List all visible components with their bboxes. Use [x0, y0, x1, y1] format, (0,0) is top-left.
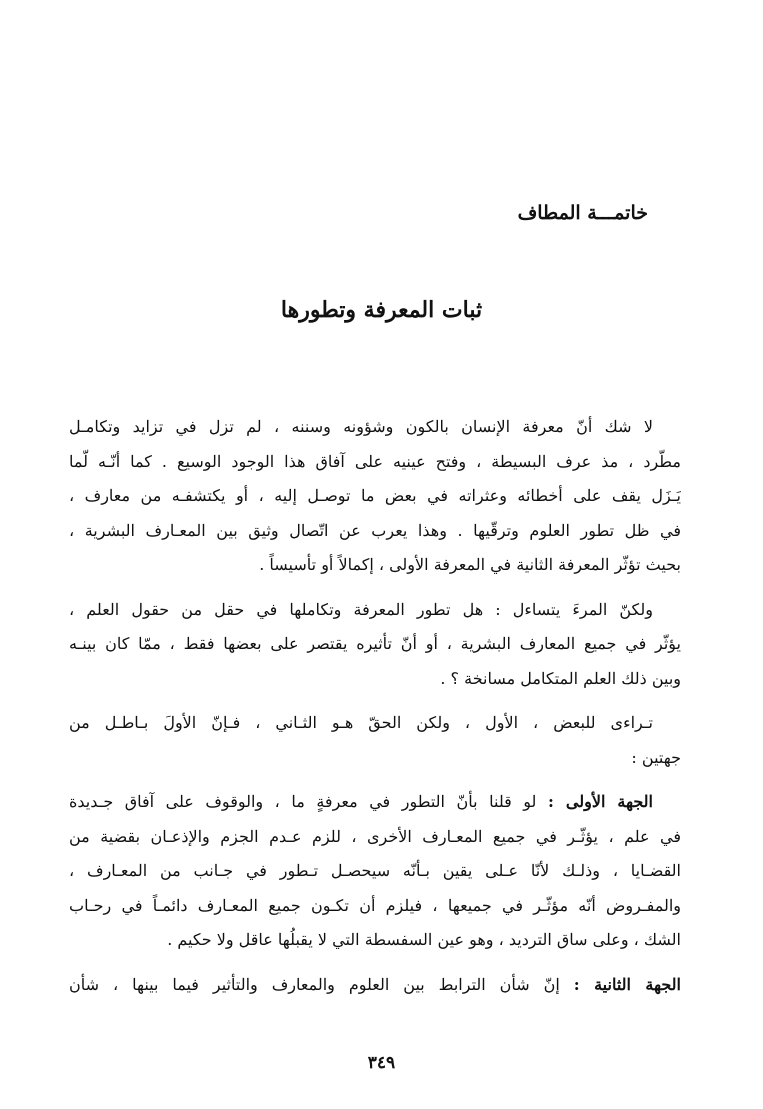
text-line: يَـزَل يقف على أخطائه وعثراته في بعض ما توصـل إليه ، أو يكتشفـه من معارف ، — [69, 486, 681, 505]
text-line: والمفـروض أنّه مؤثّـر في جميعها ، فيلزم أن تكـون جميع المعـارف دائمـاً في رحـاب — [69, 895, 681, 915]
paragraph-3 — [69, 706, 681, 775]
text-line — [69, 785, 681, 820]
page-number: ٣٤٩ — [367, 1053, 396, 1073]
text-line: في ظل تطور العلوم وترقّيها . وهذا يعرب عن اتّصال وثيق بين المعـارف البشرية ، — [69, 520, 681, 540]
body-text — [69, 410, 681, 1012]
text-line: مطّرد ، مذ عرف البسيطة ، وفتح عينيه على آفاق هذا الوجود الوسيع . كما أنّـه لّما — [69, 451, 681, 471]
paragraph-lead: الجهة الأولى : — [547, 792, 654, 811]
paragraph-4 — [69, 785, 681, 958]
text-line — [69, 968, 681, 1003]
paragraph-2 — [69, 593, 681, 697]
running-head: خاتمـــة المطاف — [517, 202, 648, 224]
text-line: جهتين : — [631, 747, 681, 767]
text-line: بحيث تؤثّر المعرفة الثانية في المعرفة الأولى ، إكمالاً أو تأسيساً . — [259, 555, 681, 574]
text-line: وبين ذلك العلم المتكامل مسانخة ؟ . — [440, 668, 681, 688]
text-line: تـراءى للبعض ، الأول ، ولكن الحقّ هـو الثـاني ، فـإنّ الأولَ بـاطـل من — [69, 713, 653, 732]
text-line: يؤثّر في جميع المعارف البشرية ، أو أنّ تأثيره يقتصر على بعضها فقط ، ممّا كان بينـه — [69, 634, 681, 653]
text-line: لا شك أنّ معرفة الإنسان بالكون وشؤونه وسننه ، لم تزل في تزايد وتكامـل — [69, 417, 654, 436]
chapter-title: ثبات المعرفة وتطورها — [280, 297, 483, 323]
text-line-rest: إنّ شأن الترابط بين العلوم والمعارف والتأثير فيما بينها ، شأن — [69, 974, 560, 994]
text-line-rest: لو قلنا بأنّ التطور في معرفةٍ ما ، والوقوف على آفاق جـديدة — [69, 792, 537, 811]
text-line: في علم ، يؤثّـر في جميع المعـارف الأخرى ، للزم عـدم الجزم والإذعـان بقضية من — [69, 826, 681, 846]
text-line: الشك ، وعلى ساق الترديد ، وهو عين السفسطة التي لا يقبلُها عاقل ولا حكيم . — [167, 930, 681, 949]
paragraph-1 — [69, 410, 681, 583]
paragraph-5 — [69, 968, 681, 1003]
paragraph-lead: الجهة الثانية : — [573, 974, 681, 994]
text-line: ولكنّ المرءَ يتساءل : هل تطور المعرفة وتكاملها في حقل من حقول العلم ، — [69, 599, 653, 619]
text-line: القضـايا ، وذلـك لأنّا عـلى يقين بـأنّه سيحصـل تـطور في جـانب من المعـارف ، — [69, 861, 681, 880]
